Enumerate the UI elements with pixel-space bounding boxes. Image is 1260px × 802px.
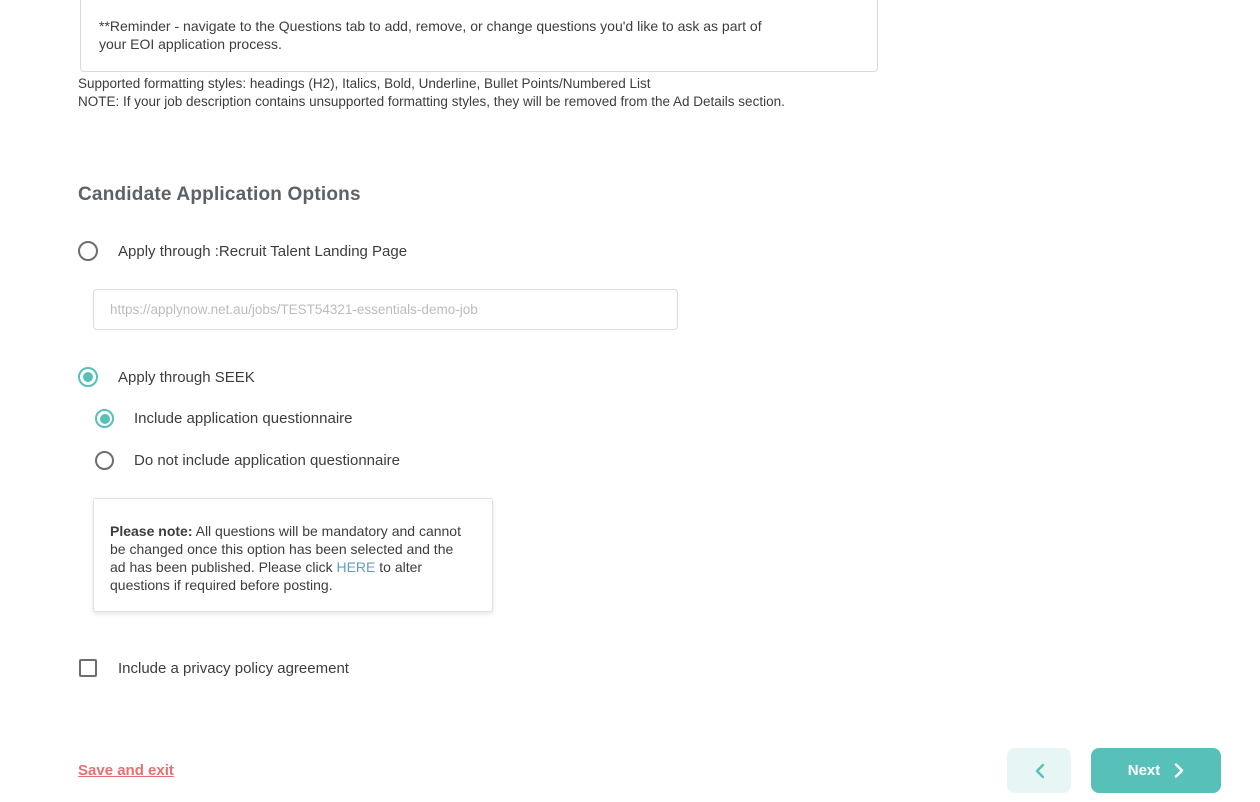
radio-dot	[100, 414, 110, 424]
radio-label-exclude-questionnaire: Do not include application questionnaire	[134, 452, 401, 469]
next-button-label: Next	[1127, 762, 1161, 779]
back-button[interactable]	[1007, 748, 1071, 793]
radio-option-include-questionnaire[interactable]	[95, 409, 353, 428]
chevron-left-icon	[1034, 763, 1045, 779]
radio-option-landing-page[interactable]	[78, 241, 407, 261]
radio-label-seek: Apply through SEEK	[118, 368, 255, 386]
radio-label-landing-page: Apply through :Recruit Talent Landing Page	[118, 242, 408, 260]
questionnaire-note-box	[93, 498, 493, 612]
radio-button-exclude-questionnaire[interactable]	[95, 451, 114, 470]
section-title: Candidate Application Options	[78, 184, 361, 205]
privacy-policy-checkbox[interactable]	[79, 659, 97, 677]
next-button[interactable]	[1091, 748, 1221, 793]
reminder-text: **Reminder - navigate to the Questions tab to add, remove, or change questions you'd like to ask as part of your EOI application process.	[99, 18, 762, 52]
radio-label-include-questionnaire: Include application questionnaire	[134, 410, 353, 427]
chevron-right-icon	[1174, 763, 1184, 778]
radio-button-include-questionnaire[interactable]	[95, 409, 114, 428]
radio-dot	[83, 372, 93, 382]
job-url-input[interactable]	[93, 289, 678, 330]
note-text-before-link: All questions will be mandatory and cannot be changed once this option has been selected and the ad has been published. Please click	[110, 523, 461, 575]
questionnaire-note-text	[110, 522, 470, 594]
unsupported-formatting-warning: NOTE: If your job description contains unsupported formatting styles, they will be removed from the Ad Details section.	[78, 94, 785, 109]
job-description-editor[interactable]	[80, 0, 878, 72]
radio-option-seek[interactable]	[78, 367, 255, 387]
privacy-policy-option[interactable]	[79, 659, 349, 677]
supported-formatting-note: Supported formatting styles: headings (H2), Italics, Bold, Underline, Bullet Points/Numbered List	[78, 76, 651, 91]
radio-option-exclude-questionnaire[interactable]	[95, 451, 400, 470]
radio-button-landing-page[interactable]	[78, 241, 98, 261]
note-bold-label: Please note:	[110, 523, 193, 539]
save-and-exit-link[interactable]: Save and exit	[78, 762, 174, 779]
radio-button-seek[interactable]	[78, 367, 98, 387]
formatting-notes	[78, 75, 978, 111]
privacy-policy-label: Include a privacy policy agreement	[118, 659, 349, 677]
note-text-after-link: to alter questions if required before posting.	[110, 559, 423, 593]
here-link[interactable]: HERE	[336, 559, 376, 575]
